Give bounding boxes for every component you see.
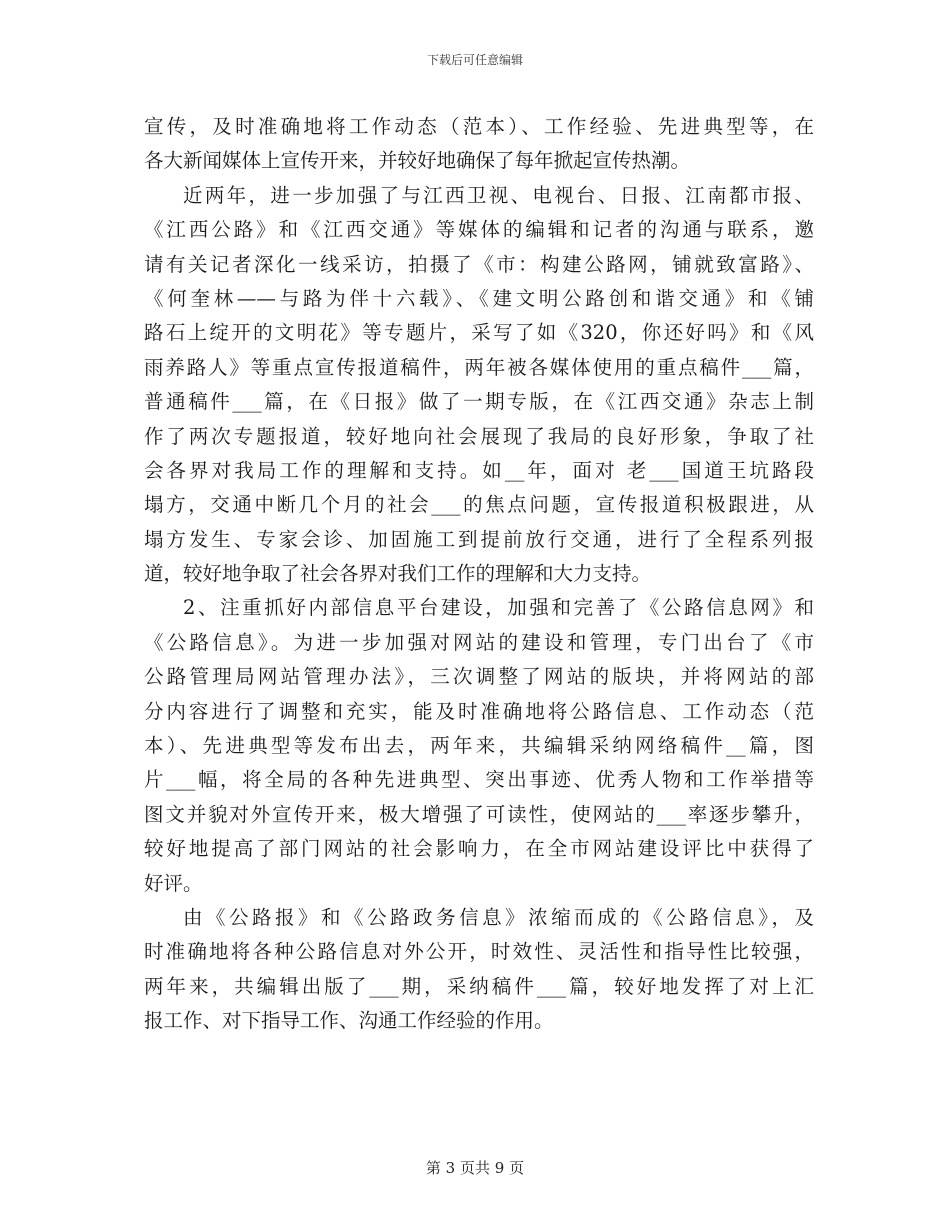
text-line: 作了两次专题报道，较好地向社会展现了我局的良好形象，争取了社 (144, 424, 814, 448)
text-line: 会各界对我局工作的理解和支持。如__年，面对 老___国道王坑路段 (144, 458, 814, 482)
text-line: 请有关记者深化一线采访，拍摄了《市：构建公路网，铺就致富路》、 (144, 252, 814, 276)
text-line: 各大新闻媒体上宣传开来，并较好地确保了每年掀起宣传热潮。 (144, 149, 691, 173)
text-line: 图文并貌对外宣传开来，极大增强了可读性，使网站的___率逐步攀升， (144, 802, 814, 826)
text-line: 由《公路报》和《公路政务信息》浓缩而成的《公路信息》，及 (183, 905, 814, 929)
paragraph (144, 901, 814, 1039)
text-line: 普通稿件___篇，在《日报》做了一期专版，在《江西交通》杂志上制 (144, 390, 814, 414)
paragraph (144, 591, 814, 901)
text-line: 雨养路人》等重点宣传报道稿件，两年被各媒体使用的重点稿件___篇， (144, 355, 814, 379)
text-line: 较好地提高了部门网站的社会影响力，在全市网站建设评比中获得了 (144, 837, 814, 861)
text-line: 分内容进行了调整和充实，能及时准确地将公路信息、工作动态（范 (144, 699, 814, 723)
text-line: 时准确地将各种公路信息对外公开，时效性、灵活性和指导性比较强， (144, 940, 814, 964)
paragraph (144, 179, 814, 592)
text-line: 宣传，及时准确地将工作动态（范本）、工作经验、先进典型等，在 (144, 115, 814, 138)
text-line: 《江西公路》和《江西交通》等媒体的编辑和记者的沟通与联系，邀 (144, 218, 814, 242)
page-footer: 第 3 页共 9 页 (425, 1159, 525, 1177)
page-header: 下载后可任意编辑 (426, 53, 523, 67)
text-line: 2、注重抓好内部信息平台建设，加强和完善了《公路信息网》和 (183, 596, 814, 620)
text-line: 报工作、对下指导工作、沟通工作经验的作用。 (144, 1009, 554, 1033)
text-line: 道，较好地争取了社会各界对我们工作的理解和大力支持。 (144, 562, 652, 586)
text-line: 塌方发生、专家会诊、加固施工到提前放行交通，进行了全程系列报 (144, 527, 814, 551)
text-line: 好评。 (144, 871, 203, 895)
text-line: 公路管理局网站管理办法》，三次调整了网站的版块，并将网站的部 (144, 665, 814, 689)
text-line: 《公路信息》。为进一步加强对网站的建设和管理，专门出台了《市 (144, 630, 814, 654)
text-line: 片___幅，将全局的各种先进典型、突出事迹、优秀人物和工作举措等 (144, 768, 814, 792)
text-line: 塌方，交通中断几个月的社会___的焦点问题，宣传报道积极跟进，从 (144, 493, 814, 517)
document-body (144, 110, 814, 1039)
text-line: 两年来，共编辑出版了___期，采纳稿件___篇，较好地发挥了对上汇 (144, 974, 814, 998)
text-line: 《何奎林——与路为伴十六载》、《建文明公路创和谐交通》和《铺 (144, 286, 814, 310)
paragraph (144, 110, 814, 179)
text-line: 本）、先进典型等发布出去，两年来，共编辑采纳网络稿件__篇，图 (144, 734, 814, 758)
text-line: 路石上绽开的文明花》等专题片，采写了如《320，你还好吗》和《风 (144, 321, 814, 345)
text-line: 近两年，进一步加强了与江西卫视、电视台、日报、江南都市报、 (183, 183, 814, 207)
